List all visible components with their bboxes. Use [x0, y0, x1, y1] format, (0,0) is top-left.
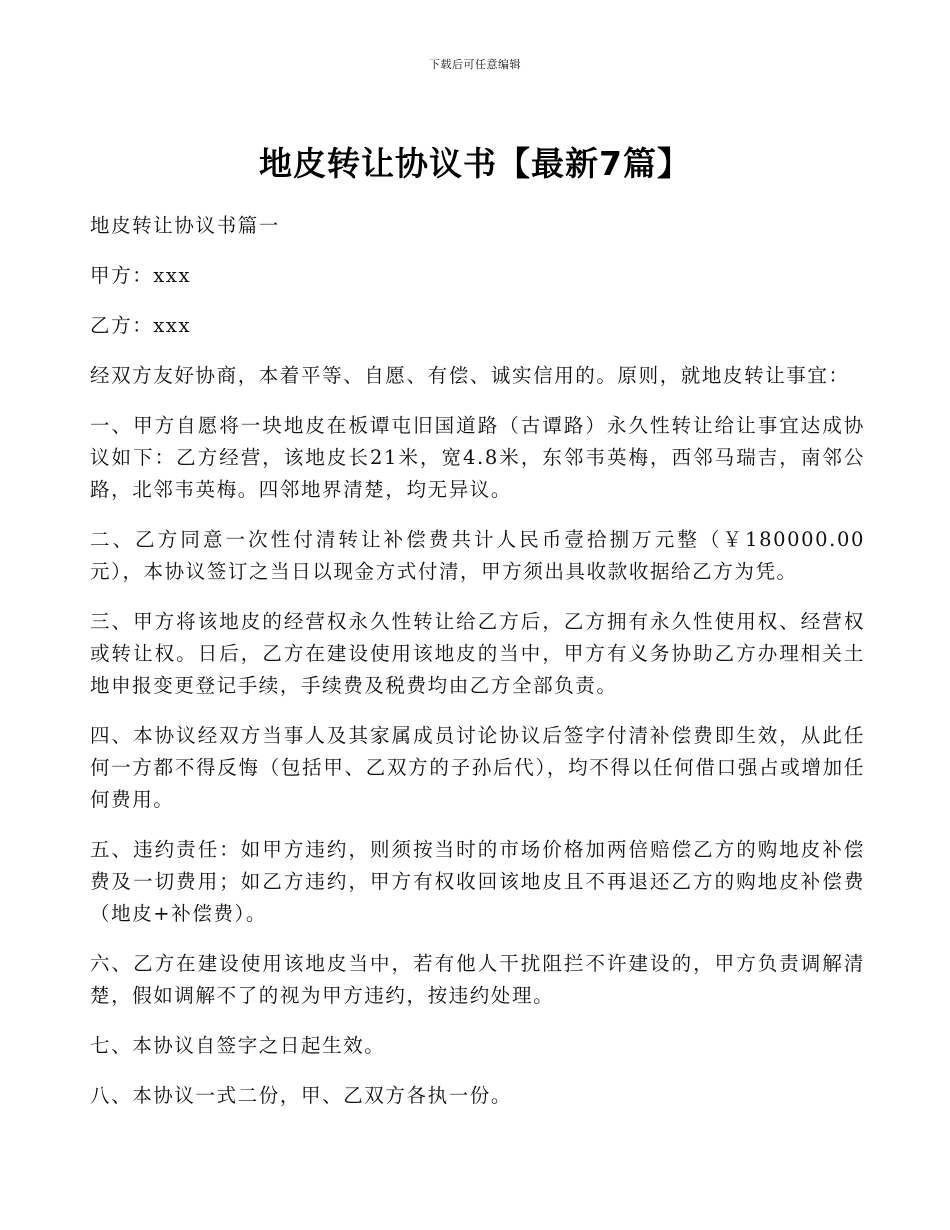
document-title: 地皮转让协议书【最新7篇】: [259, 144, 691, 183]
section-heading: 地皮转让协议书篇一: [90, 214, 280, 237]
party-b-line: 乙方：xxx: [90, 314, 192, 337]
clause-5: 五、违约责任：如甲方违约，则须按当时的市场价格加两倍赔偿乙方的购地皮补偿费及一切费用；如乙方违约，甲方有权收回该地皮且不再退还乙方的购地皮补偿费（地皮+补偿费）。: [90, 838, 865, 925]
document-body: [90, 210, 865, 1130]
header-note: 下载后可任意编辑: [429, 58, 521, 71]
clause-3: 三、甲方将该地皮的经营权永久性转让给乙方后，乙方拥有永久性使用权、经营权或转让权。日后，乙方在建设使用该地皮的当中，甲方有义务协助乙方办理相关土地申报变更登记手续，手续费及税费均由乙方全部负责。: [90, 610, 865, 697]
clause-7: 七、本协议自签字之日起生效。: [90, 1034, 386, 1057]
clause-1: 一、甲方自愿将一块地皮在板谭屯旧国道路（古谭路）永久性转让给让事宜达成协议如下：乙方经营，该地皮长21米，宽4.8米，东邻韦英梅，西邻马瑞吉，南邻公路，北邻韦英梅。四邻地界清楚，均无异议。: [90, 414, 865, 501]
clause-6: 六、乙方在建设使用该地皮当中，若有他人干扰阻拦不许建设的，甲方负责调解清楚，假如调解不了的视为甲方违约，按违约处理。: [90, 952, 865, 1007]
clause-4: 四、本协议经双方当事人及其家属成员讨论协议后签字付清补偿费即生效，从此任何一方都不得反悔（包括甲、乙双方的子孙后代），均不得以任何借口强占或增加任何费用。: [90, 724, 865, 811]
clause-8: 八、本协议一式二份，甲、乙双方各执一份。: [90, 1084, 513, 1107]
party-a-line: 甲方：xxx: [90, 264, 192, 287]
clause-2: 二、乙方同意一次性付清转让补偿费共计人民币壹拾捌万元整（￥180000.00元），本协议签订之当日以现金方式付清，甲方须出具收款收据给乙方为凭。: [90, 528, 865, 583]
preamble-paragraph: 经双方友好协商，本着平等、自愿、有偿、诚实信用的。原则，就地皮转让事宜：: [90, 364, 850, 387]
